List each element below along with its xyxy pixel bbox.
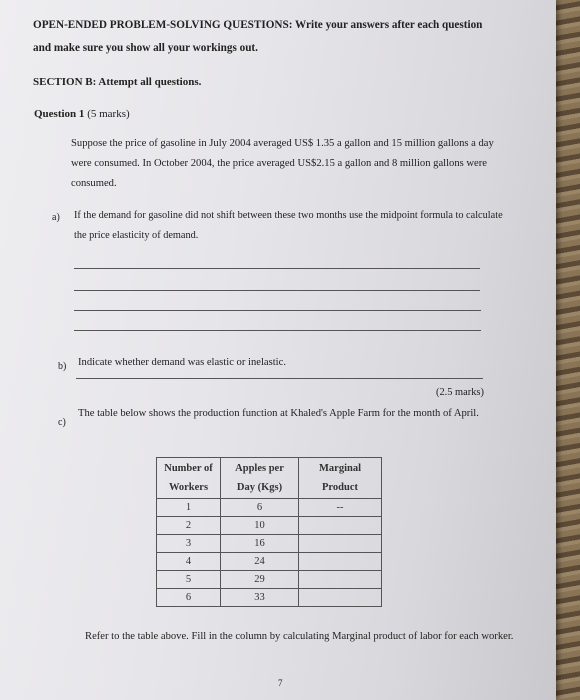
question-marks: (5 marks): [87, 108, 130, 120]
part-b-text: Indicate whether demand was elastic or inelastic.: [78, 357, 286, 368]
table-row: [157, 517, 382, 535]
table-row: [157, 499, 382, 517]
header-workers: Number of Workers: [157, 458, 221, 499]
table-header-row: [157, 458, 382, 499]
part-a-label: a): [52, 212, 60, 223]
part-a-text: If the demand for gasoline did not shift between these two months use the midpoint formula to calculate the price elasticity of demand.: [74, 210, 503, 241]
workers-cell: 6: [157, 589, 221, 607]
table-instruction: Refer to the table above. Fill in the column by calculating Marginal product of labor for each worker.: [85, 631, 514, 642]
marginal-product-cell[interactable]: [299, 535, 382, 553]
part-c-label: c): [58, 417, 66, 428]
table-row: [157, 535, 382, 553]
answer-line: [74, 330, 481, 331]
marginal-product-cell[interactable]: --: [299, 499, 382, 517]
workers-cell: 1: [157, 499, 221, 517]
apples-cell: 29: [221, 571, 299, 589]
workers-cell: 3: [157, 535, 221, 553]
production-table: [156, 457, 382, 607]
apples-cell: 33: [221, 589, 299, 607]
table-row: [157, 571, 382, 589]
marginal-product-cell[interactable]: [299, 571, 382, 589]
header-line-2: and make sure you show all your workings out.: [33, 42, 258, 54]
apples-cell: 10: [221, 517, 299, 535]
answer-line: [74, 268, 480, 269]
background-edge: [552, 0, 580, 700]
question-label: Question 1: [34, 108, 85, 120]
question-heading: [34, 107, 130, 121]
table-row: [157, 589, 382, 607]
header-marginal-product: Marginal Product: [299, 458, 382, 499]
marginal-product-cell[interactable]: [299, 589, 382, 607]
question-intro: Suppose the price of gasoline in July 2004 averaged US$ 1.35 a gallon and 15 million gallons a day were consumed. In October 2004, the price averaged US$2.15 a gallon and 8 million gallons were consumed.: [71, 138, 494, 189]
table-row: [157, 553, 382, 571]
section-title: SECTION B: Attempt all questions.: [33, 76, 202, 88]
marginal-product-cell[interactable]: [299, 553, 382, 571]
header-apples: Apples per Day (Kgs): [221, 458, 299, 499]
answer-line: [76, 378, 483, 379]
workers-cell: 5: [157, 571, 221, 589]
part-b-marks: (2.5 marks): [436, 387, 484, 398]
marginal-product-cell[interactable]: [299, 517, 382, 535]
answer-line: [74, 310, 481, 311]
workers-cell: 4: [157, 553, 221, 571]
part-c-text: The table below shows the production function at Khaled's Apple Farm for the month of April.: [78, 408, 479, 419]
page-number: 7: [278, 678, 283, 688]
header-line-1: OPEN-ENDED PROBLEM-SOLVING QUESTIONS: Write your answers after each question: [33, 19, 483, 31]
apples-cell: 6: [221, 499, 299, 517]
part-b-label: b): [58, 361, 67, 372]
workers-cell: 2: [157, 517, 221, 535]
answer-line: [74, 290, 480, 291]
apples-cell: 24: [221, 553, 299, 571]
apples-cell: 16: [221, 535, 299, 553]
